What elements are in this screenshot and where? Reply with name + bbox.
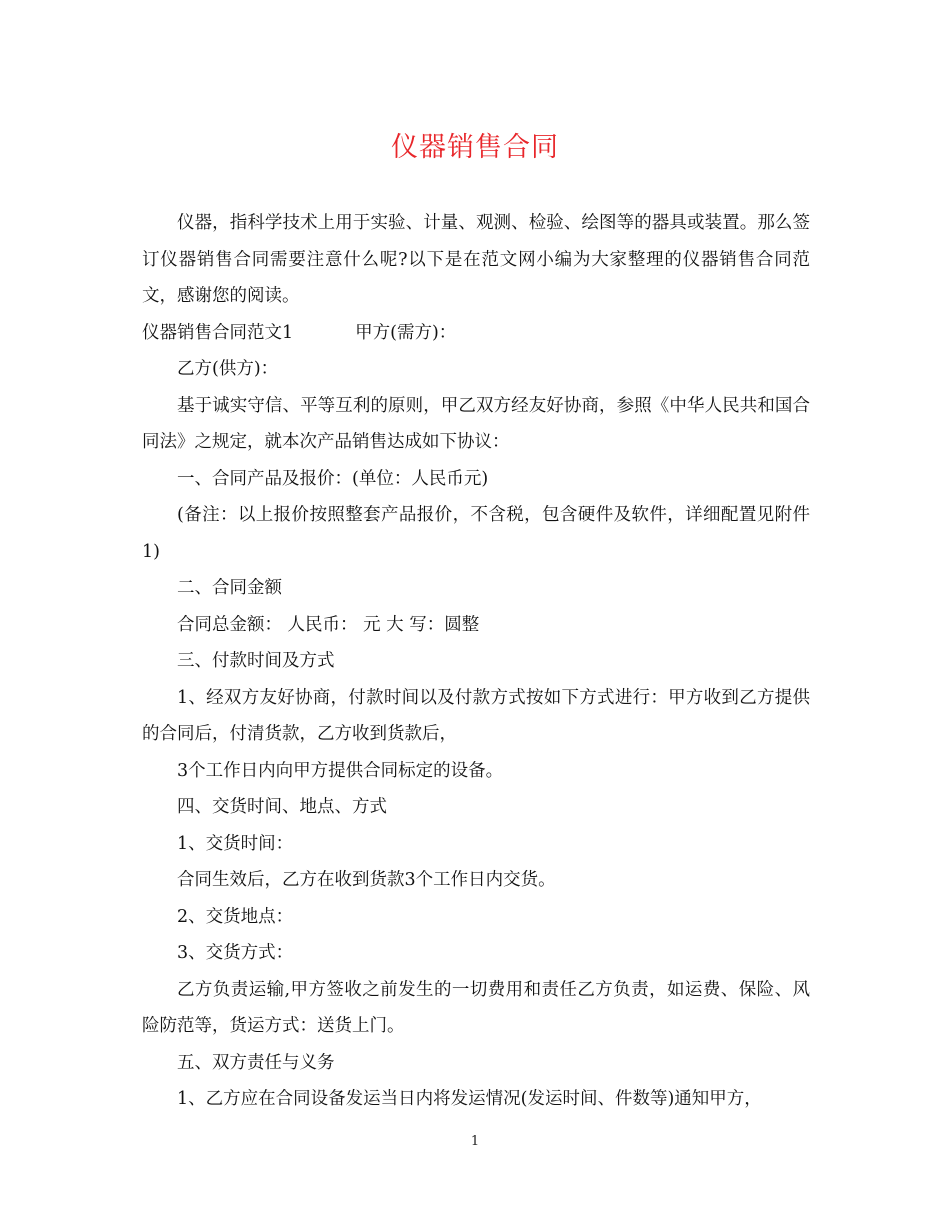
paragraph-delivery-method: 乙方负责运输,甲方签收之前发生的一切费用和责任乙方负责，如运费、保险、风险防范等，货运方式：送货上门。 bbox=[142, 979, 810, 1036]
paragraph-payment-delivery: 3个工作日内向甲方提供合同标定的设备。 bbox=[177, 760, 504, 781]
paragraph-principle: 基于诚实守信、平等互利的原则，甲乙双方经友好协商，参照《中华人民共和国合同法》之规定，就本次产品销售达成如下协议： bbox=[142, 395, 810, 452]
document-body bbox=[142, 205, 810, 1118]
document-title: 仪器销售合同 bbox=[391, 132, 559, 163]
paragraph-intro: 仪器，指科学技术上用于实验、计量、观测、检验、绘图等的器具或装置。那么签订仪器销售合同需要注意什么呢?以下是在范文网小编为大家整理的仪器销售合同范文，感谢您的阅读。 bbox=[142, 213, 810, 306]
party-a-label: 甲方(需方)： bbox=[355, 322, 457, 343]
page-number: 1 bbox=[470, 1134, 480, 1149]
paragraph-delivery-time: 合同生效后，乙方在收到货款3个工作日内交货。 bbox=[177, 870, 556, 890]
paragraph-party-b: 乙方(供方)： bbox=[177, 359, 279, 379]
paragraph-sample-heading bbox=[142, 315, 810, 352]
paragraph-delivery-place-label: 2、交货地点： bbox=[177, 906, 294, 927]
paragraph-remark: (备注：以上报价按照整套产品报价，不含税，包含硬件及软件，详细配置见附件1) bbox=[142, 505, 810, 562]
section-heading-responsibilities: 五、双方责任与义务 bbox=[177, 1052, 335, 1073]
paragraph-delivery-time-label: 1、交货时间： bbox=[177, 833, 294, 854]
section-heading-products: 一、合同产品及报价：(单位：人民币元) bbox=[177, 468, 489, 489]
paragraph-responsibility-1: 1、乙方应在合同设备发运当日内将发运情况(发运时间、件数等)通知甲方， bbox=[177, 1089, 762, 1109]
paragraph-total-amount: 合同总金额： 人民币： 元 大 写：圆整 bbox=[177, 614, 480, 635]
section-heading-amount: 二、合同金额 bbox=[177, 578, 282, 598]
section-heading-delivery: 四、交货时间、地点、方式 bbox=[177, 797, 387, 817]
sample-title: 仪器销售合同范文1 bbox=[142, 322, 294, 343]
paragraph-payment-terms: 1、经双方友好协商，付款时间以及付款方式按如下方式进行：甲方收到乙方提供的合同后，付清货款，乙方收到货款后， bbox=[142, 687, 810, 744]
section-heading-payment: 三、付款时间及方式 bbox=[177, 651, 335, 671]
paragraph-delivery-method-label: 3、交货方式： bbox=[177, 943, 294, 963]
